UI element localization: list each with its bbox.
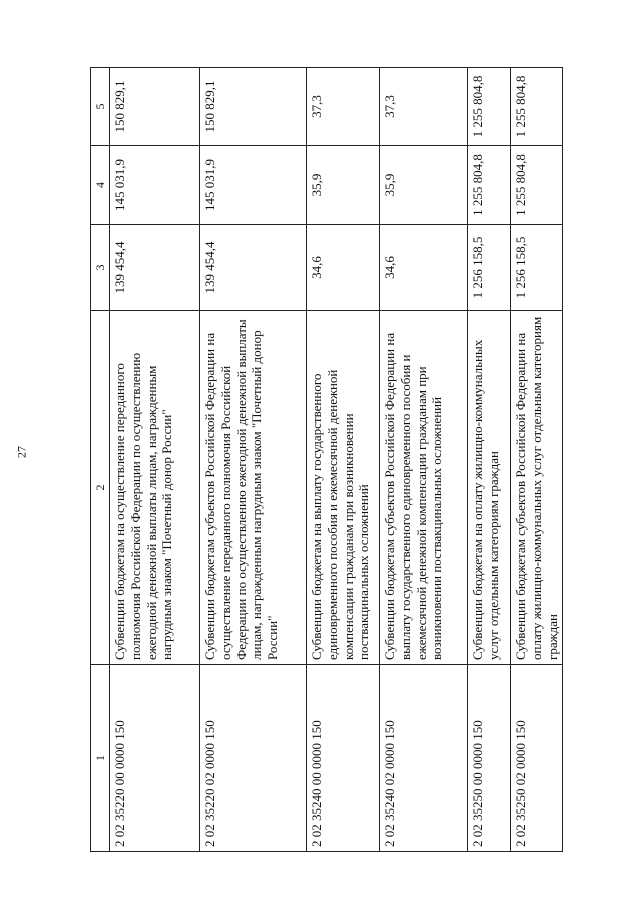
budget-code: 2 02 35220 02 0000 150: [200, 665, 307, 852]
revenue-name: Субвенции бюджетам на оплату жилищно-коммунальных услуг отдельным категориям граждан: [468, 311, 511, 665]
revenue-name: Субвенции бюджетам субъектов Российской Федерации на выплату государственного единовременного пособия и ежемесячной денежной компенсации гражданам при возникновении поствакцинальных осложнений: [380, 311, 468, 665]
table-row: [380, 68, 468, 852]
budget-code: 2 02 35220 00 0000 150: [110, 665, 200, 852]
budget-code: 2 02 35250 00 0000 150: [468, 665, 511, 852]
amount-col3: 34,6: [380, 225, 468, 311]
revenue-name: Субвенции бюджетам на выплату государственного единовременного пособия и ежемесячной денежной компенсации гражданам при возникновении поствакцинальных осложнений: [307, 311, 380, 665]
column-number: 3: [91, 225, 110, 311]
table-row: [110, 68, 200, 852]
column-number: 4: [91, 146, 110, 225]
column-number-row: [91, 68, 110, 852]
budget-table: [90, 67, 563, 852]
column-number: 1: [91, 665, 110, 852]
revenue-name: Субвенции бюджетам субъектов Российской Федерации на осуществление переданного полномочия Российской Федерации по осуществлению ежегодной денежной выплаты лицам, награжденным нагрудным знаком "Почетный донор России": [200, 311, 307, 665]
table-row: [511, 68, 563, 852]
amount-col5: 150 829,1: [200, 68, 307, 146]
amount-col5: 37,3: [307, 68, 380, 146]
column-number: 2: [91, 311, 110, 665]
amount-col4: 35,9: [307, 146, 380, 225]
amount-col4: 35,9: [380, 146, 468, 225]
page-number: 27: [14, 446, 29, 458]
budget-code: 2 02 35250 02 0000 150: [511, 665, 563, 852]
amount-col5: 1 255 804,8: [468, 68, 511, 146]
revenue-name: Субвенции бюджетам на осуществление переданного полномочия Российской Федерации по осуществлению ежегодной денежной выплаты лицам, награжденным нагрудным знаком "Почетный донор России": [110, 311, 200, 665]
budget-code: 2 02 35240 00 0000 150: [307, 665, 380, 852]
amount-col4: 145 031,9: [200, 146, 307, 225]
table-row: [468, 68, 511, 852]
amount-col3: 1 256 158,5: [511, 225, 563, 311]
revenue-name: Субвенции бюджетам субъектов Российской Федерации на оплату жилищно-коммунальных услуг отдельным категориям граждан: [511, 311, 563, 665]
amount-col4: 1 255 804,8: [468, 146, 511, 225]
column-number: 5: [91, 68, 110, 146]
amount-col3: 34,6: [307, 225, 380, 311]
budget-code: 2 02 35240 02 0000 150: [380, 665, 468, 852]
amount-col4: 145 031,9: [110, 146, 200, 225]
table-row: [307, 68, 380, 852]
amount-col3: 139 454,4: [110, 225, 200, 311]
amount-col5: 150 829,1: [110, 68, 200, 146]
table-row: [200, 68, 307, 852]
amount-col4: 1 255 804,8: [511, 146, 563, 225]
amount-col5: 1 255 804,8: [511, 68, 563, 146]
amount-col5: 37,3: [380, 68, 468, 146]
amount-col3: 139 454,4: [200, 225, 307, 311]
amount-col3: 1 256 158,5: [468, 225, 511, 311]
rotated-page-content: [90, 68, 560, 852]
